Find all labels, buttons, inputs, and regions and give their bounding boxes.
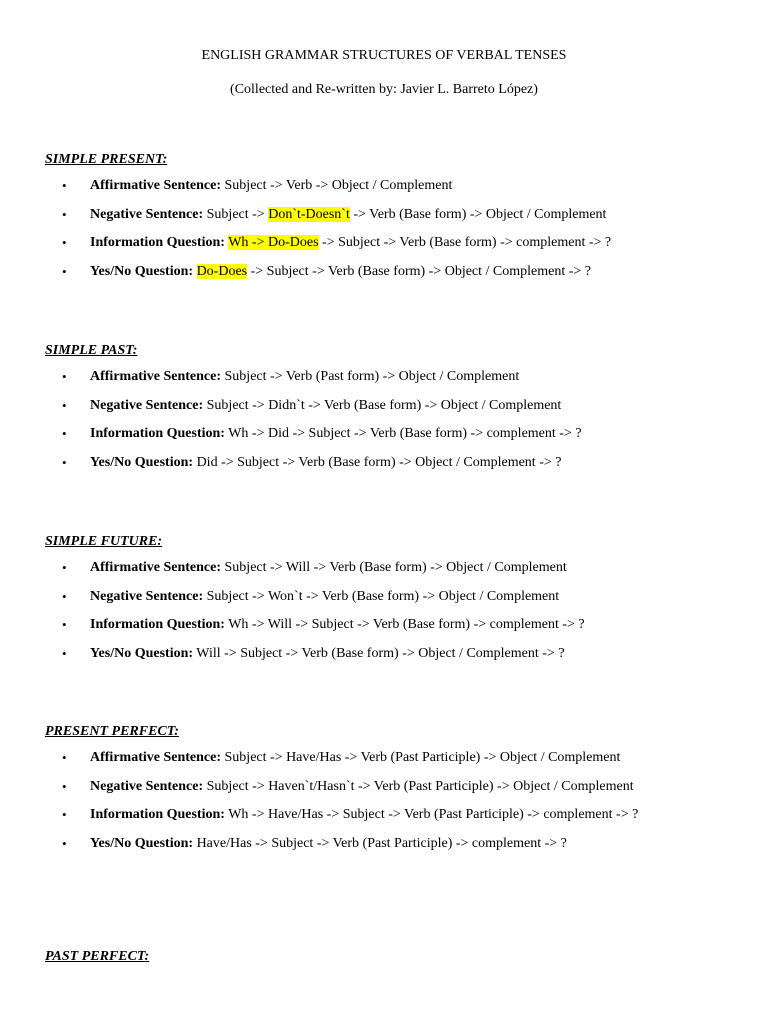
structure-text: Subject -> Will -> Verb (Base form) -> Object / Complement <box>221 560 567 575</box>
item-text <box>90 397 561 415</box>
item-text <box>90 778 634 796</box>
sentence-type-label: Yes/No Question: <box>90 645 194 661</box>
bullet-icon: • <box>62 778 67 794</box>
sentence-type-label: Negative Sentence: <box>90 397 204 413</box>
sentence-type-label: Information Question: <box>90 235 225 251</box>
bullet-icon: • <box>62 263 67 279</box>
sentence-type-label: Affirmative Sentence: <box>90 369 222 384</box>
structure-text: Subject -> Verb (Past form) -> Object / Complement <box>221 369 520 384</box>
sentence-type-label: Yes/No Question: <box>90 835 194 851</box>
sentence-type-label: Negative Sentence: <box>90 206 204 222</box>
bullet-icon: • <box>62 397 67 413</box>
item-text <box>90 425 582 443</box>
structure-text: Subject -> Haven`t/Hasn`t -> Verb (Past Participle) -> Object / Complement <box>203 778 634 794</box>
section-heading: SIMPLE PRESENT: <box>45 152 168 167</box>
sentence-type-label: Yes/No Question: <box>90 454 194 470</box>
structure-text: -> Verb (Base form) -> Object / Complement <box>349 206 607 222</box>
structure-text: Subject -> Verb -> Object / Complement <box>221 178 453 193</box>
item-text <box>90 368 519 386</box>
section-heading: SIMPLE PAST: <box>45 343 138 358</box>
item-text <box>90 206 606 224</box>
structure-text: Subject -> Won`t -> Verb (Base form) -> Object / Complement <box>203 588 560 604</box>
structure-text: Have/Has -> Subject -> Verb (Past Participle) -> complement -> ? <box>193 835 567 851</box>
sentence-type-label: Information Question: <box>90 617 225 633</box>
bullet-icon: • <box>62 617 67 633</box>
item-text <box>90 454 561 472</box>
structure-text: Did -> Subject -> Verb (Base form) -> Object / Complement -> ? <box>193 454 562 470</box>
sentence-type-label: Information Question: <box>90 807 225 823</box>
bullet-icon: • <box>62 206 67 222</box>
document-title: ENGLISH GRAMMAR STRUCTURES OF VERBAL TENSES <box>201 48 567 63</box>
bullet-icon: • <box>62 369 67 384</box>
item-text <box>90 588 559 606</box>
section-heading: PRESENT PERFECT: <box>45 724 179 739</box>
item-text <box>90 559 567 577</box>
sentence-type-label: Negative Sentence: <box>90 588 204 604</box>
highlighted-structure: Wh -> Do-Does <box>228 235 319 251</box>
item-text <box>90 234 611 252</box>
bullet-icon: • <box>62 454 67 470</box>
structure-text: Subject -> Didn`t -> Verb (Base form) -> Object / Complement <box>203 397 562 413</box>
structure-text: Wh -> Will -> Subject -> Verb (Base form) -> complement -> ? <box>224 617 585 633</box>
item-text <box>90 177 452 195</box>
structure-text: -> Subject -> Verb (Base form) -> complement -> ? <box>318 235 612 251</box>
item-text <box>90 645 565 663</box>
structure-text: Subject -> <box>203 206 269 222</box>
bullet-icon: • <box>62 750 67 765</box>
structure-text: Will -> Subject -> Verb (Base form) -> Object / Complement -> ? <box>193 645 565 661</box>
highlighted-structure: Do-Does <box>196 263 248 279</box>
highlighted-structure: Don`t-Doesn`t <box>268 206 350 222</box>
bullet-icon: • <box>62 235 67 251</box>
structure-text: Subject -> Have/Has -> Verb (Past Participle) -> Object / Complement <box>221 750 621 765</box>
structure-text: Wh -> Did -> Subject -> Verb (Base form) -> complement -> ? <box>224 426 582 442</box>
bullet-icon: • <box>62 588 67 604</box>
sentence-type-label: Yes/No Question: <box>90 263 194 279</box>
structure-text: Wh -> Have/Has -> Subject -> Verb (Past Participle) -> complement -> ? <box>224 807 639 823</box>
item-text <box>90 616 585 634</box>
bullet-icon: • <box>62 426 67 442</box>
item-text <box>90 806 638 824</box>
item-text <box>90 749 620 767</box>
bullet-icon: • <box>62 645 67 661</box>
item-text <box>90 263 591 281</box>
section-heading: PAST PERFECT: <box>45 949 150 964</box>
sentence-type-label: Information Question: <box>90 426 225 442</box>
sentence-type-label: Affirmative Sentence: <box>90 560 222 575</box>
item-text <box>90 835 567 853</box>
bullet-icon: • <box>62 178 67 193</box>
sentence-type-label: Affirmative Sentence: <box>90 750 222 765</box>
sentence-type-label: Affirmative Sentence: <box>90 178 222 193</box>
sentence-type-label: Negative Sentence: <box>90 778 204 794</box>
structure-text: -> Subject -> Verb (Base form) -> Object / Complement -> ? <box>247 263 592 279</box>
section-heading: SIMPLE FUTURE: <box>45 534 163 549</box>
bullet-icon: • <box>62 560 67 575</box>
document-subtitle: (Collected and Re-written by: Javier L. Barreto López) <box>230 82 538 97</box>
bullet-icon: • <box>62 807 67 823</box>
bullet-icon: • <box>62 835 67 851</box>
